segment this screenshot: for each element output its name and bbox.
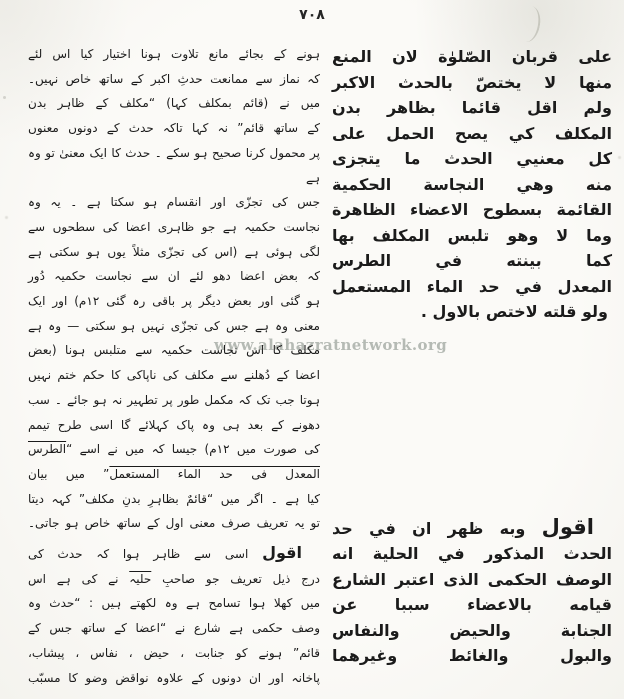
text-segment: میں نے (قائم بمکلف کہا) “مکلف کے ظاہر بدن (28, 96, 320, 111)
text-segment: ہوتا جب تک کہ مکمل طور پر تطہیر نہ ہو جائے ۔ سب (28, 392, 320, 407)
text-segment: پر محمول کرنا صحیح ہو سکے ۔ حدث کا ایک معنیٰ تو وہ ہے (28, 145, 320, 185)
text-segment: والبول والغائط وغيرهما (332, 646, 612, 665)
arabic-text-column (332, 44, 612, 669)
text-line (28, 413, 320, 438)
text-line (332, 643, 612, 669)
text-line (28, 388, 320, 413)
text-line (28, 116, 320, 141)
text-segment: الوصف الحكمى الذى اعتبر الشارع (332, 569, 612, 589)
text-line (332, 223, 612, 249)
text-line (28, 67, 320, 92)
text-segment: وما لا وهو تلبس المكلف بها (332, 225, 612, 245)
page-number: ۷۰۸ (299, 7, 325, 23)
text-line (332, 299, 612, 325)
text-line (332, 592, 612, 618)
text-segment: قيامه بالاعضاء سببا عن (332, 595, 612, 614)
text-line (28, 462, 320, 487)
text-line (28, 363, 320, 388)
text-segment: مکلف کا اس نجاست حکمیہ سے متلبس ہونا (بعض (28, 343, 320, 358)
text-line (332, 567, 612, 593)
scan-speck (3, 96, 6, 99)
text-line (28, 437, 320, 462)
text-segment: منها لا يختصّ بالحدث الاكبر (332, 72, 612, 92)
text-line (28, 541, 320, 567)
book-title: حلیہ (129, 571, 152, 586)
text-segment: كما بينته في الطرس (332, 251, 612, 270)
text-segment: على قربان الصّلوٰة لان المنع (332, 47, 612, 66)
text-segment: المكلف كي يصح الحمل على (332, 123, 612, 143)
text-line (332, 121, 612, 147)
text-segment: وصف حکمی ہے شارع نے “اعضا کے ساتھ جس کے (28, 621, 320, 636)
text-segment: کی صورت میں ۱۲م) جیسا کہ میں نے اسے “ (66, 442, 320, 457)
text-line (332, 248, 612, 274)
book-title: الطرس (28, 442, 67, 457)
text-line (28, 264, 320, 289)
text-line (28, 666, 320, 691)
text-segment: لگی ہوئی ہے (اس کی تجزّی مثلاً یوں ہو سکتی ہے (28, 244, 320, 259)
text-line (332, 618, 612, 644)
text-line (28, 240, 320, 265)
text-segment: ہونے کے بجائے مانع تلاوت ہونا اختیار کیا اس لئے (28, 47, 320, 61)
text-line (332, 95, 612, 121)
text-segment: کہ بعض اعضا دھو لئے ان سے نجاست حکمیہ دُور (28, 269, 320, 284)
urdu-text-column (28, 42, 320, 690)
text-segment: معنی وہ ہے جس کی تجزّی نہیں ہو سکتی — وہ ہے (28, 318, 320, 333)
text-segment: نجاست حکمیہ ہے جو ظاہری اعضا کی سطحوں سے (28, 219, 320, 234)
text-line (28, 591, 320, 616)
text-line (28, 215, 320, 240)
watermark: www.alahazratnetwork.org (214, 336, 448, 354)
text-segment: میں کھلا ہوا تسامح ہے وہ لکھتے ہیں : “حدث وہ (28, 596, 320, 611)
lead-word: اقول (541, 514, 594, 539)
text-segment: القائمة بسطوح الاعضاء الظاهرة (332, 200, 612, 219)
text-segment: اسی سے ظاہر ہوا کہ حدث کی (28, 547, 263, 562)
text-line (332, 146, 612, 172)
text-segment: کے ساتھ قائم” نہ کہا تاکہ حدث کے دونوں معنوں (28, 121, 320, 136)
text-segment: وبه ظهر ان في حد (332, 518, 542, 538)
text-block (332, 44, 612, 325)
text-line (332, 70, 612, 96)
text-segment: كل معنيي الحدث ما يتجزى (332, 149, 612, 168)
text-segment: دھونے کے بعد ہی وہ پاک کہلائے گا اسی طرح تیمم (28, 417, 320, 432)
text-segment: کہ نماز سے ممانعت حدثِ اکبر کے ساتھ خاص نہیں۔ (28, 71, 320, 86)
text-line (28, 314, 320, 339)
text-line (28, 141, 320, 190)
text-line (28, 511, 320, 536)
text-line (28, 42, 320, 67)
text-segment: منه وهي النجاسة الحكمية (332, 174, 612, 194)
text-line (28, 91, 320, 116)
text-block (28, 42, 320, 536)
text-line (28, 190, 320, 215)
text-segment: الجنابة والحيض والنفاس (332, 620, 612, 640)
text-line (28, 616, 320, 641)
text-segment: ولم اقل قائما بظاهر بدن (332, 98, 612, 117)
book-title: المعدل فی حد الماء المستعمل (109, 466, 320, 481)
text-segment: اعضا کے دُھلنے سے مکلف کی ناپاکی کا حکم ختم نہیں (28, 368, 320, 383)
text-line (28, 641, 320, 666)
text-segment: کیا ہے ۔ اگر میں “قائمٌ بظاہرِ بدنِ مکلف” کہہ دیتا (28, 491, 320, 506)
text-line (28, 567, 320, 592)
text-segment: نے کی ہے اس (28, 571, 130, 586)
text-segment: ہو گئی اور بعض دیگر پر باقی رہ گئی ۱۲م) اور ایک (28, 294, 320, 309)
text-segment: پاخانہ اور ان دونوں کے علاوہ نواقض وضو کا مسبّب (28, 670, 320, 685)
text-segment: الحدث المذكور في الحلية انه (332, 544, 612, 563)
text-segment: ” میں بیان (28, 466, 110, 481)
text-line (332, 197, 612, 223)
text-segment: تو یہ تعریف صرف معنی اول کے ساتھ خاص ہو جاتی۔ (28, 516, 320, 531)
text-segment: قائم” ہونے کو جنابت ، حیض ، نفاس ، پیشاب، (28, 645, 320, 660)
text-segment: درج ذیل تعریف جو صاحبِ (151, 571, 321, 586)
lead-word: اقول (262, 543, 302, 563)
text-segment: جس کی تجزّی اور انقسام ہو سکتا ہے ۔ یہ وہ (28, 195, 320, 210)
text-line (28, 487, 320, 512)
text-line (332, 515, 612, 542)
text-line (332, 172, 612, 198)
text-segment: ولو قلته لاختص بالاول . (420, 302, 608, 321)
text-block (332, 515, 612, 669)
text-line (332, 541, 612, 567)
text-line (332, 274, 612, 300)
text-line (332, 44, 612, 70)
text-line (28, 338, 320, 363)
text-line (28, 289, 320, 314)
text-block (28, 541, 320, 690)
text-segment: المعدل في حد الماء المستعمل (332, 276, 612, 296)
